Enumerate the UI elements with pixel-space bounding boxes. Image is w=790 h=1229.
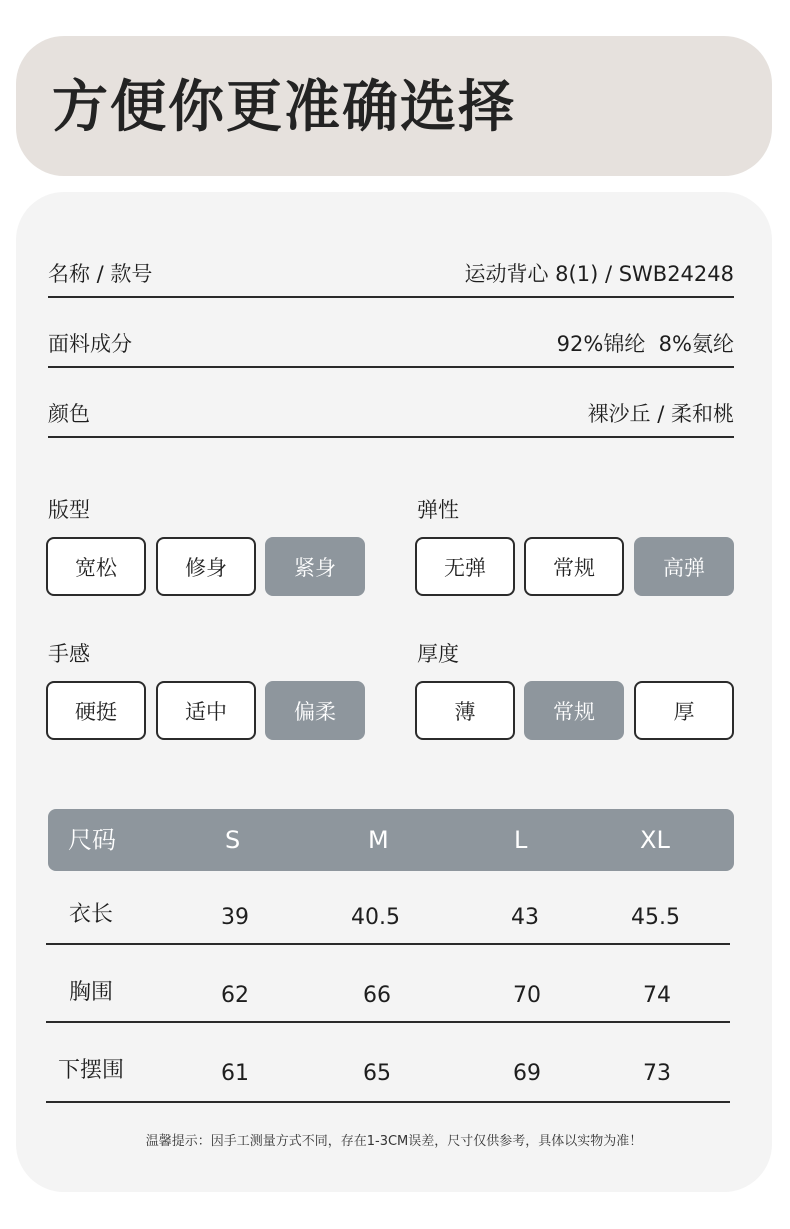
cell-value: 43 [511, 905, 539, 930]
info-row-name [48, 238, 734, 298]
cell-value: 62 [221, 983, 249, 1008]
cell-value: 69 [513, 1061, 541, 1086]
fit-title: 版型 [48, 498, 90, 522]
row-label: 胸围 [69, 980, 114, 1005]
row-label: 下摆围 [58, 1058, 125, 1083]
thickness-option-thick: 厚 [634, 681, 734, 740]
info-value: 92%锦纶 8%氨纶 [556, 332, 734, 356]
product-info-card [16, 192, 772, 1192]
feel-option-medium: 适中 [156, 681, 256, 740]
size-table-header [48, 809, 734, 871]
cell-value: 65 [363, 1061, 391, 1086]
elasticity-option-regular: 常规 [524, 537, 624, 596]
info-value: 运动背心 8(1) / SWB24248 [464, 262, 734, 286]
feel-option-stiff: 硬挺 [46, 681, 146, 740]
elasticity-option-none: 无弹 [415, 537, 515, 596]
cell-value: 70 [513, 983, 541, 1008]
elasticity-title: 弹性 [417, 498, 459, 522]
thickness-option-thin: 薄 [415, 681, 515, 740]
info-value: 裸沙丘 / 柔和桃 [587, 402, 734, 426]
row-label: 衣长 [69, 902, 114, 927]
thickness-title: 厚度 [417, 642, 459, 666]
cell-value: 73 [643, 1061, 671, 1086]
table-row [46, 945, 730, 1023]
thickness-option-regular: 常规 [524, 681, 624, 740]
cell-value: 40.5 [351, 905, 400, 930]
measurement-note: 温馨提示：因手工测量方式不同，存在1-3CM误差，尺寸仅供参考，具体以实物为准！ [145, 1134, 643, 1149]
fit-option-tight: 紧身 [265, 537, 365, 596]
size-header-l: L [514, 826, 528, 854]
size-header-s: S [225, 826, 241, 854]
cell-value: 61 [221, 1061, 249, 1086]
cell-value: 45.5 [631, 905, 680, 930]
size-header-xl: XL [640, 826, 670, 854]
size-header-m: M [368, 826, 389, 854]
info-row-fabric [48, 308, 734, 368]
size-header-label: 尺码 [68, 826, 116, 854]
cell-value: 39 [221, 905, 249, 930]
title-banner [16, 36, 772, 176]
info-row-color [48, 378, 734, 438]
fit-option-slim: 修身 [156, 537, 256, 596]
table-row [46, 1023, 730, 1103]
feel-option-soft: 偏柔 [265, 681, 365, 740]
table-row [46, 867, 730, 945]
info-label: 颜色 [48, 402, 90, 426]
feel-title: 手感 [48, 642, 90, 666]
info-label: 名称 / 款号 [48, 262, 153, 286]
fit-option-loose: 宽松 [46, 537, 146, 596]
page-title: 方便你更准确选择 [52, 75, 516, 140]
cell-value: 74 [643, 983, 671, 1008]
cell-value: 66 [363, 983, 391, 1008]
info-label: 面料成分 [48, 332, 132, 356]
elasticity-option-high: 高弹 [634, 537, 734, 596]
